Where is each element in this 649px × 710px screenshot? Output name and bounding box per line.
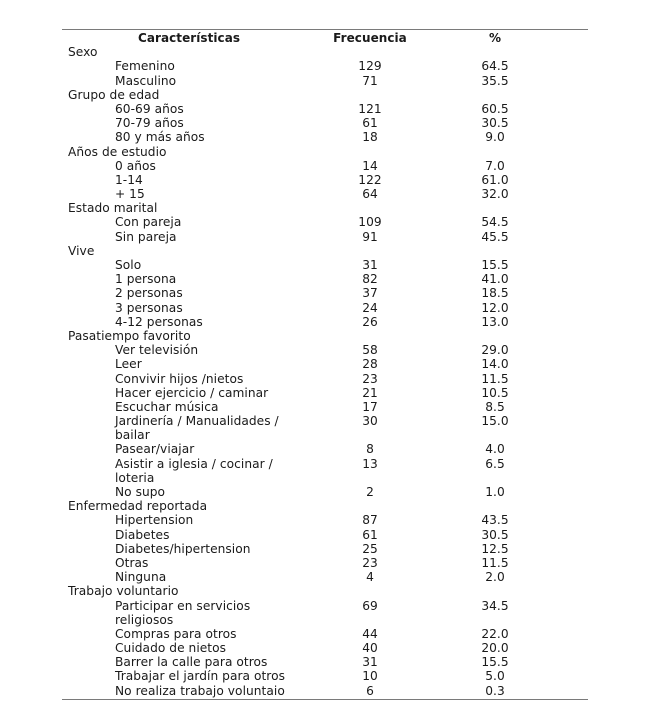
row-label: Convivir hijos /nietos — [115, 371, 244, 386]
row-label: Con pareja — [115, 215, 182, 230]
row-label: Solo — [115, 258, 142, 272]
frequency-value: 61 — [362, 116, 378, 131]
frequency-value: 69 — [362, 598, 378, 613]
row-label: Asistir a iglesia / cocinar / — [115, 456, 273, 471]
row-label: Jardinería / Manualidades / — [115, 414, 279, 429]
frequency-value: 122 — [358, 172, 382, 187]
table-row — [62, 513, 588, 527]
frequency-value: 37 — [362, 286, 378, 301]
percent-value: 30.5 — [481, 116, 509, 131]
row-label: 4-12 personas — [115, 314, 203, 329]
percent-value: 34.5 — [481, 598, 509, 613]
table-row — [62, 570, 588, 584]
header-characteristics: Características — [138, 31, 241, 45]
percent-value: 20.0 — [481, 641, 509, 656]
group-label: Estado marital — [68, 201, 158, 216]
row-label: Barrer la calle para otros — [115, 655, 268, 670]
row-label: Femenino — [115, 59, 175, 74]
percent-value: 41.0 — [481, 272, 509, 287]
table-header-row — [62, 31, 588, 45]
table-row — [62, 414, 588, 428]
row-label: No supo — [115, 485, 166, 499]
table-row — [62, 386, 588, 400]
frequency-value: 58 — [362, 343, 378, 358]
row-label: bailar — [115, 428, 150, 443]
percent-value: 6.5 — [485, 456, 505, 471]
table-row — [62, 669, 588, 683]
percent-value: 0.3 — [485, 683, 505, 698]
table-row — [62, 357, 588, 371]
percent-value: 7.0 — [485, 158, 505, 173]
frequency-value: 71 — [362, 73, 378, 88]
row-label: Otras — [115, 555, 149, 570]
group-label: Grupo de edad — [68, 87, 160, 102]
frequency-value: 10 — [362, 669, 378, 684]
percent-value: 9.0 — [485, 130, 505, 145]
row-label: loteria — [115, 470, 155, 485]
table-row — [62, 400, 588, 414]
frequency-value: 6 — [366, 683, 374, 698]
header-frequency: Frecuencia — [333, 31, 407, 45]
frequency-value: 24 — [362, 300, 378, 315]
frequency-value: 61 — [362, 527, 378, 542]
frequency-value: 18 — [362, 130, 378, 145]
frequency-value: 2 — [366, 485, 374, 499]
row-label: + 15 — [115, 187, 145, 202]
frequency-value: 26 — [362, 314, 378, 329]
frequency-value: 28 — [362, 357, 378, 372]
percent-value: 30.5 — [481, 527, 509, 542]
group-label: Años de estudio — [68, 144, 167, 159]
row-label: 3 personas — [115, 300, 183, 315]
row-label: 80 y más años — [115, 130, 205, 145]
row-label: Diabetes — [115, 527, 170, 542]
group-row — [62, 145, 588, 159]
group-row — [62, 584, 588, 598]
group-label: Sexo — [68, 45, 98, 60]
percent-value: 11.5 — [481, 555, 509, 570]
group-row — [62, 244, 588, 258]
continuation-row — [62, 613, 588, 627]
table-row — [62, 286, 588, 300]
row-label: Masculino — [115, 73, 177, 88]
percent-value: 29.0 — [481, 343, 509, 358]
row-label: Diabetes/hipertension — [115, 541, 251, 556]
frequency-value: 17 — [362, 399, 378, 414]
percent-value: 10.5 — [481, 385, 509, 400]
table-row — [62, 457, 588, 471]
frequency-value: 8 — [366, 442, 374, 457]
table-row — [62, 230, 588, 244]
table-row — [62, 130, 588, 144]
row-label: 70-79 años — [115, 116, 184, 131]
percent-value: 2.0 — [485, 570, 505, 585]
row-label: Compras para otros — [115, 626, 237, 641]
table-row — [62, 655, 588, 669]
characteristics-table — [62, 29, 588, 700]
row-label: Cuidado de nietos — [115, 641, 227, 656]
percent-value: 15.0 — [481, 414, 509, 429]
table-row — [62, 627, 588, 641]
row-label: Ninguna — [115, 570, 167, 585]
row-label: 2 personas — [115, 286, 183, 301]
table-row — [62, 343, 588, 357]
frequency-value: 121 — [358, 101, 382, 116]
bottom-rule — [62, 699, 588, 700]
table-row — [62, 684, 588, 698]
table-row — [62, 301, 588, 315]
table-row — [62, 556, 588, 570]
table-row — [62, 258, 588, 272]
percent-value: 45.5 — [481, 229, 509, 244]
frequency-value: 13 — [362, 456, 378, 471]
table-row — [62, 542, 588, 556]
percent-value: 1.0 — [485, 485, 505, 499]
percent-value: 61.0 — [481, 172, 509, 187]
row-label: Hacer ejercicio / caminar — [115, 385, 269, 400]
table-row — [62, 173, 588, 187]
table-row — [62, 215, 588, 229]
percent-value: 32.0 — [481, 187, 509, 202]
frequency-value: 82 — [362, 272, 378, 287]
row-label: religiosos — [115, 612, 174, 627]
frequency-value: 40 — [362, 641, 378, 656]
frequency-value: 44 — [362, 626, 378, 641]
row-label: Hipertension — [115, 513, 194, 528]
percent-value: 22.0 — [481, 626, 509, 641]
table-row — [62, 372, 588, 386]
percent-value: 5.0 — [485, 669, 505, 684]
group-row — [62, 45, 588, 59]
percent-value: 54.5 — [481, 215, 509, 230]
table-row — [62, 272, 588, 286]
percent-value: 43.5 — [481, 513, 509, 528]
percent-value: 14.0 — [481, 357, 509, 372]
frequency-value: 4 — [366, 570, 374, 585]
frequency-value: 30 — [362, 414, 378, 429]
continuation-row — [62, 471, 588, 485]
row-label: 1-14 — [115, 172, 143, 187]
row-label: No realiza trabajo voluntaio — [115, 683, 285, 698]
row-label: Leer — [115, 357, 142, 372]
row-label: 0 años — [115, 158, 156, 173]
row-label: Escuchar música — [115, 399, 219, 414]
table-row — [62, 59, 588, 73]
frequency-value: 129 — [358, 59, 382, 74]
table-row — [62, 599, 588, 613]
frequency-value: 25 — [362, 541, 378, 556]
group-label: Vive — [68, 243, 95, 258]
percent-value: 4.0 — [485, 442, 505, 457]
percent-value: 15.5 — [481, 258, 509, 272]
group-label: Enfermedad reportada — [68, 499, 208, 514]
frequency-value: 87 — [362, 513, 378, 528]
frequency-value: 23 — [362, 555, 378, 570]
row-label: Sin pareja — [115, 229, 177, 244]
percent-value: 8.5 — [485, 399, 505, 414]
percent-value: 12.0 — [481, 300, 509, 315]
percent-value: 18.5 — [481, 286, 509, 301]
frequency-value: 31 — [362, 258, 378, 272]
row-label: Participar en servicios — [115, 598, 251, 613]
frequency-value: 14 — [362, 158, 378, 173]
table-row — [62, 159, 588, 173]
percent-value: 60.5 — [481, 101, 509, 116]
table-row — [62, 485, 588, 499]
table-row — [62, 74, 588, 88]
table-body — [62, 30, 588, 699]
header-percent: % — [488, 31, 502, 45]
group-label: Pasatiempo favorito — [68, 328, 191, 343]
group-row — [62, 88, 588, 102]
percent-value: 15.5 — [481, 655, 509, 670]
group-row — [62, 329, 588, 343]
table-row — [62, 315, 588, 329]
row-label: Trabajar el jardín para otros — [115, 669, 285, 684]
group-label: Trabajo voluntario — [68, 584, 179, 599]
frequency-value: 91 — [362, 229, 378, 244]
row-label: 60-69 años — [115, 101, 184, 116]
table-row — [62, 641, 588, 655]
frequency-value: 21 — [362, 385, 378, 400]
table-row — [62, 116, 588, 130]
percent-value: 13.0 — [481, 314, 509, 329]
frequency-value: 109 — [358, 215, 382, 230]
group-row — [62, 201, 588, 215]
row-label: 1 persona — [115, 272, 177, 287]
frequency-value: 31 — [362, 655, 378, 670]
percent-value: 64.5 — [481, 59, 509, 74]
continuation-row — [62, 428, 588, 442]
table-row — [62, 102, 588, 116]
group-row — [62, 499, 588, 513]
percent-value: 11.5 — [481, 371, 509, 386]
row-label: Pasear/viajar — [115, 442, 195, 457]
percent-value: 35.5 — [481, 73, 509, 88]
percent-value: 12.5 — [481, 541, 509, 556]
table-row — [62, 442, 588, 456]
table-row — [62, 187, 588, 201]
frequency-value: 23 — [362, 371, 378, 386]
frequency-value: 64 — [362, 187, 378, 202]
table-row — [62, 528, 588, 542]
row-label: Ver televisión — [115, 343, 199, 358]
